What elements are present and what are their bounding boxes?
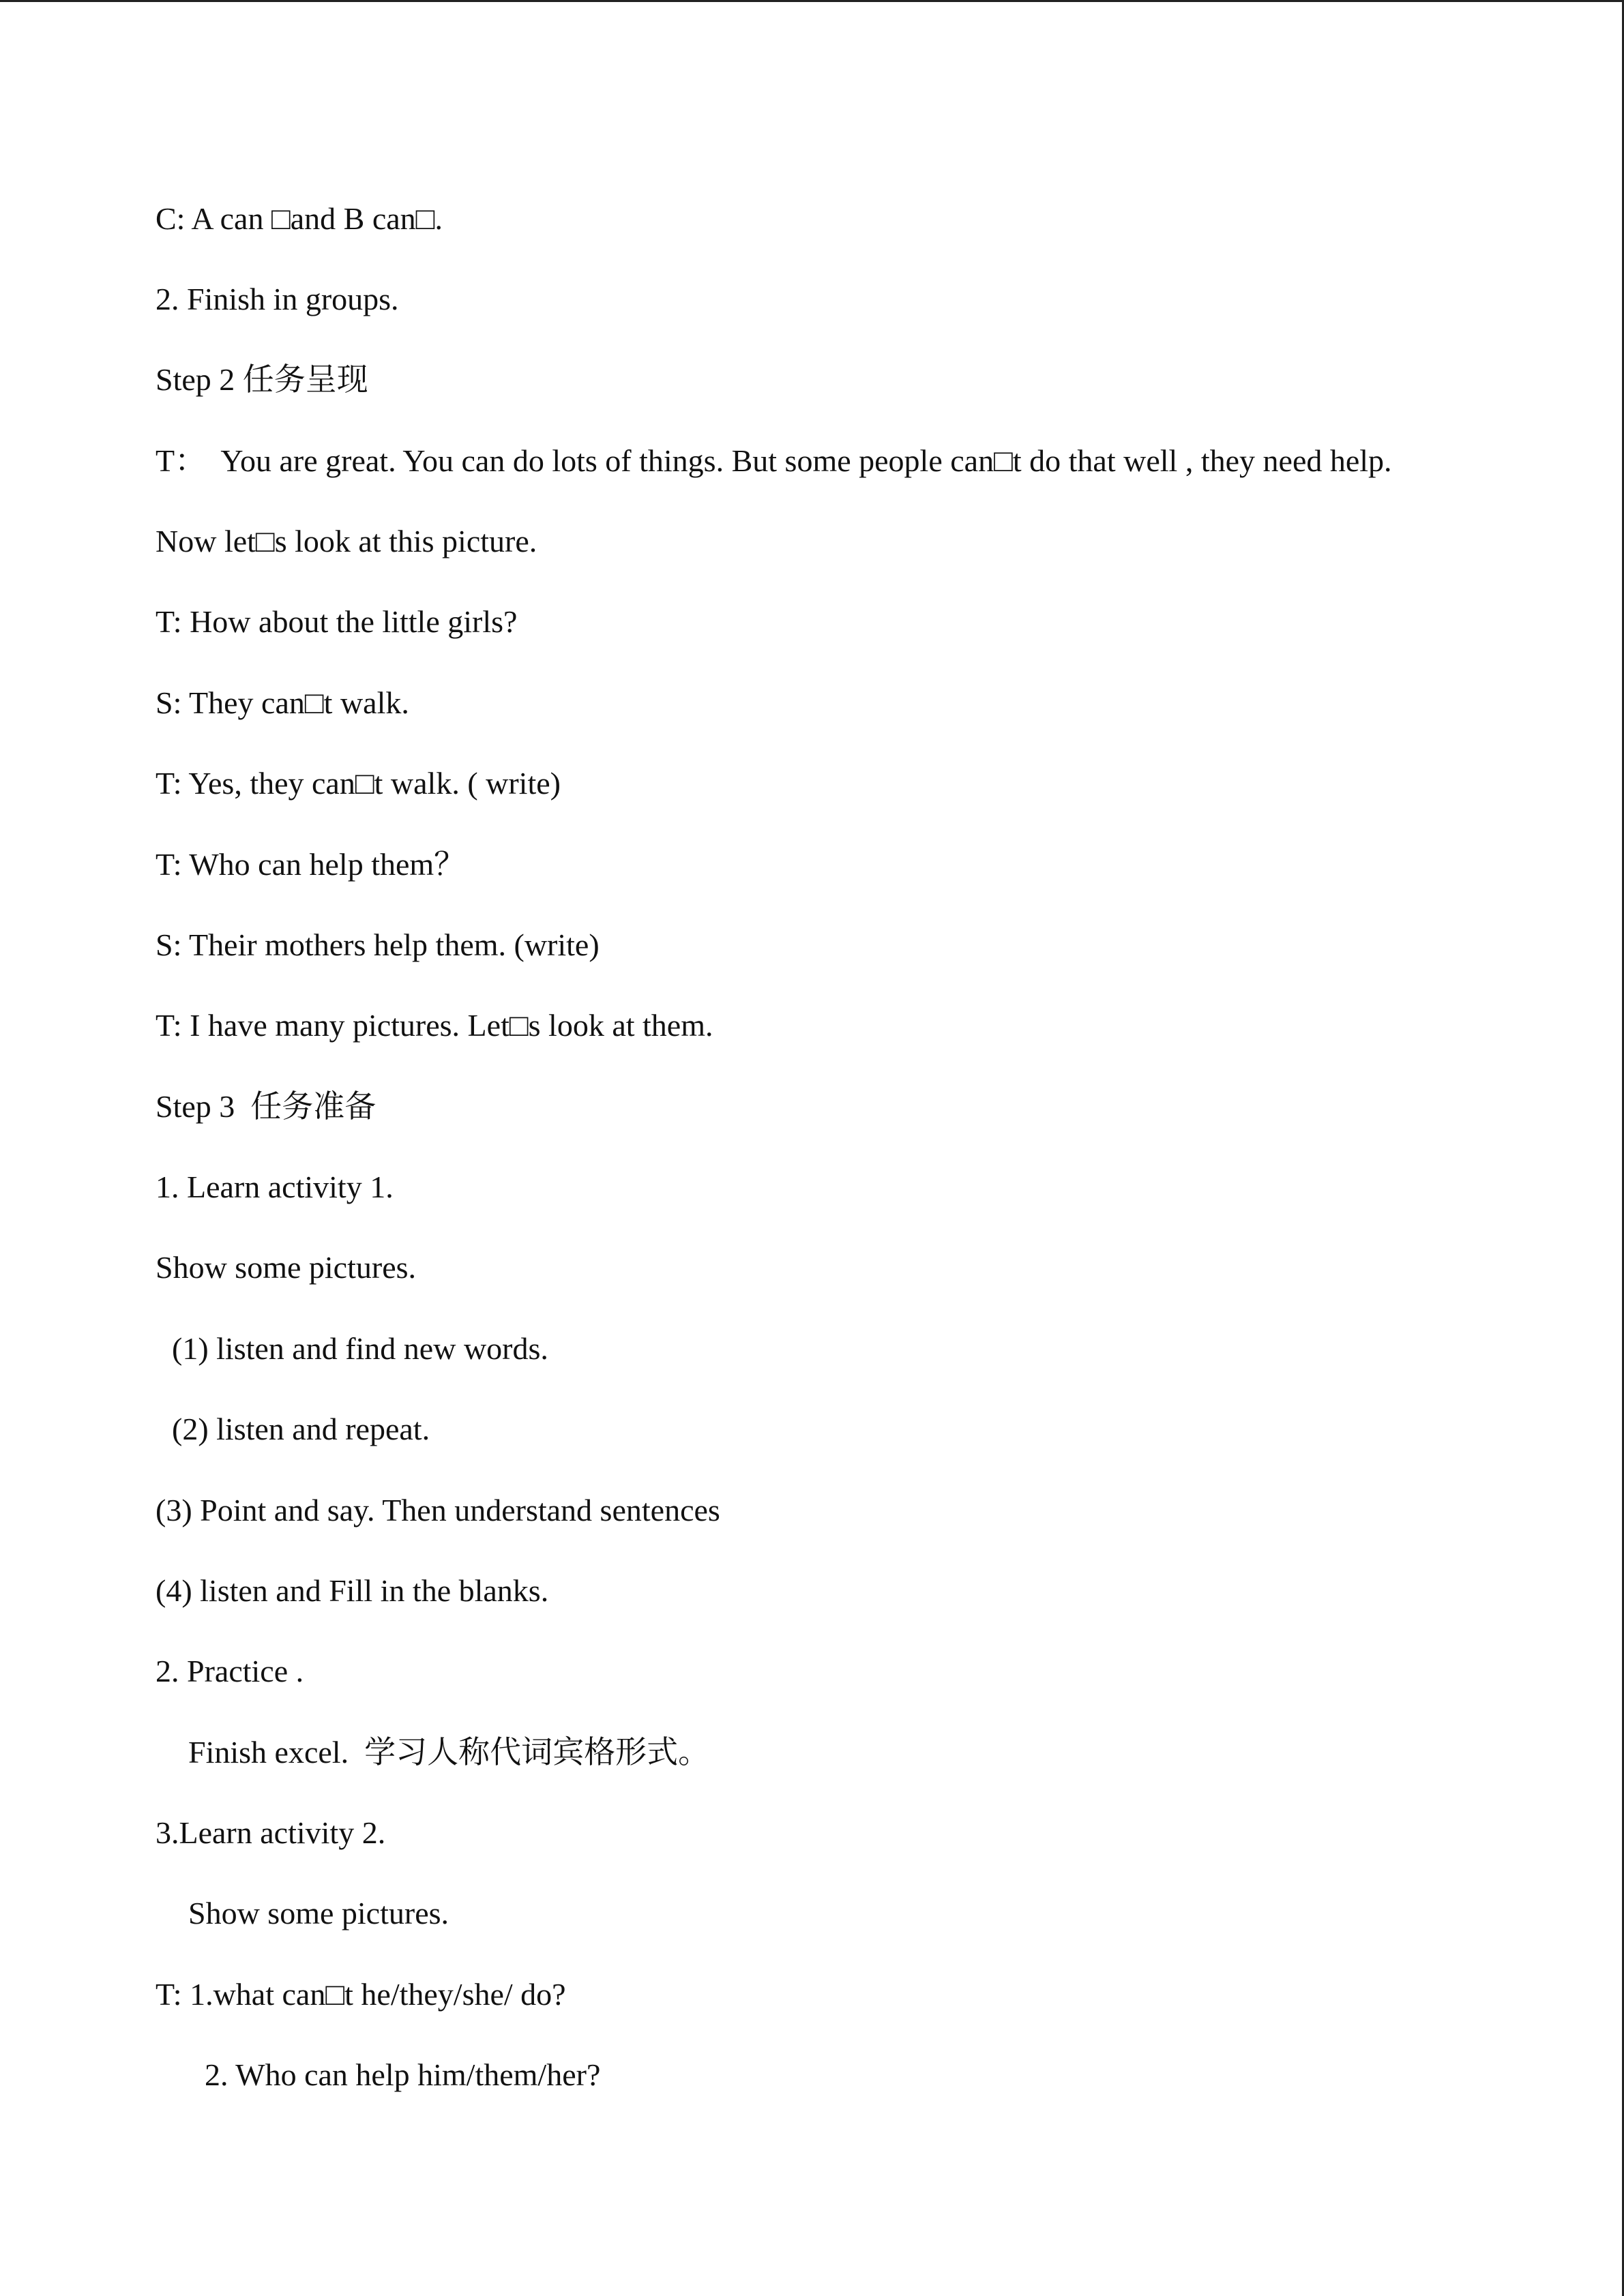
dialogue-line: Now let□s look at this picture.: [156, 524, 537, 558]
dialogue-line: 2. Who can help him/them/her?: [205, 2057, 601, 2092]
list-item: (3) Point and say. Then understand sentences: [156, 1493, 720, 1527]
dialogue-line: S: Their mothers help them. (write): [156, 927, 600, 962]
instruction-line: 2. Practice .: [156, 1654, 304, 1688]
list-item: (4) listen and Fill in the blanks.: [156, 1573, 549, 1608]
instruction-line: Show some pictures.: [156, 1250, 417, 1285]
instruction-line: Show some pictures.: [188, 1896, 449, 1930]
dialogue-line: T： You are great. You can do lots of things. But some people can□t do that well , they need help.: [156, 443, 1392, 478]
instruction-line: 3.Learn activity 2.: [156, 1815, 386, 1850]
list-item: (2) listen and repeat.: [172, 1412, 430, 1446]
dialogue-line: C: A can □and B can□.: [156, 201, 443, 236]
instruction-line: Finish excel. 学习人称代词宾格形式。: [188, 1735, 710, 1770]
step-heading: Step 2 任务呈现: [156, 362, 368, 397]
dialogue-line: T: 1.what can□t he/they/she/ do?: [156, 1977, 566, 2012]
dialogue-line: S: They can□t walk.: [156, 685, 409, 720]
dialogue-line: T: Yes, they can□t walk. ( write): [156, 766, 561, 801]
list-item: (1) listen and find new words.: [172, 1331, 548, 1366]
step-heading: Step 3 任务准备: [156, 1089, 377, 1124]
instruction-line: 1. Learn activity 1.: [156, 1169, 394, 1204]
dialogue-line: T: How about the little girls?: [156, 604, 518, 639]
instruction-line: 2. Finish in groups.: [156, 282, 399, 316]
dialogue-line: T: Who can help them？: [156, 847, 466, 882]
dialogue-line: T: I have many pictures. Let□s look at them.: [156, 1008, 713, 1043]
